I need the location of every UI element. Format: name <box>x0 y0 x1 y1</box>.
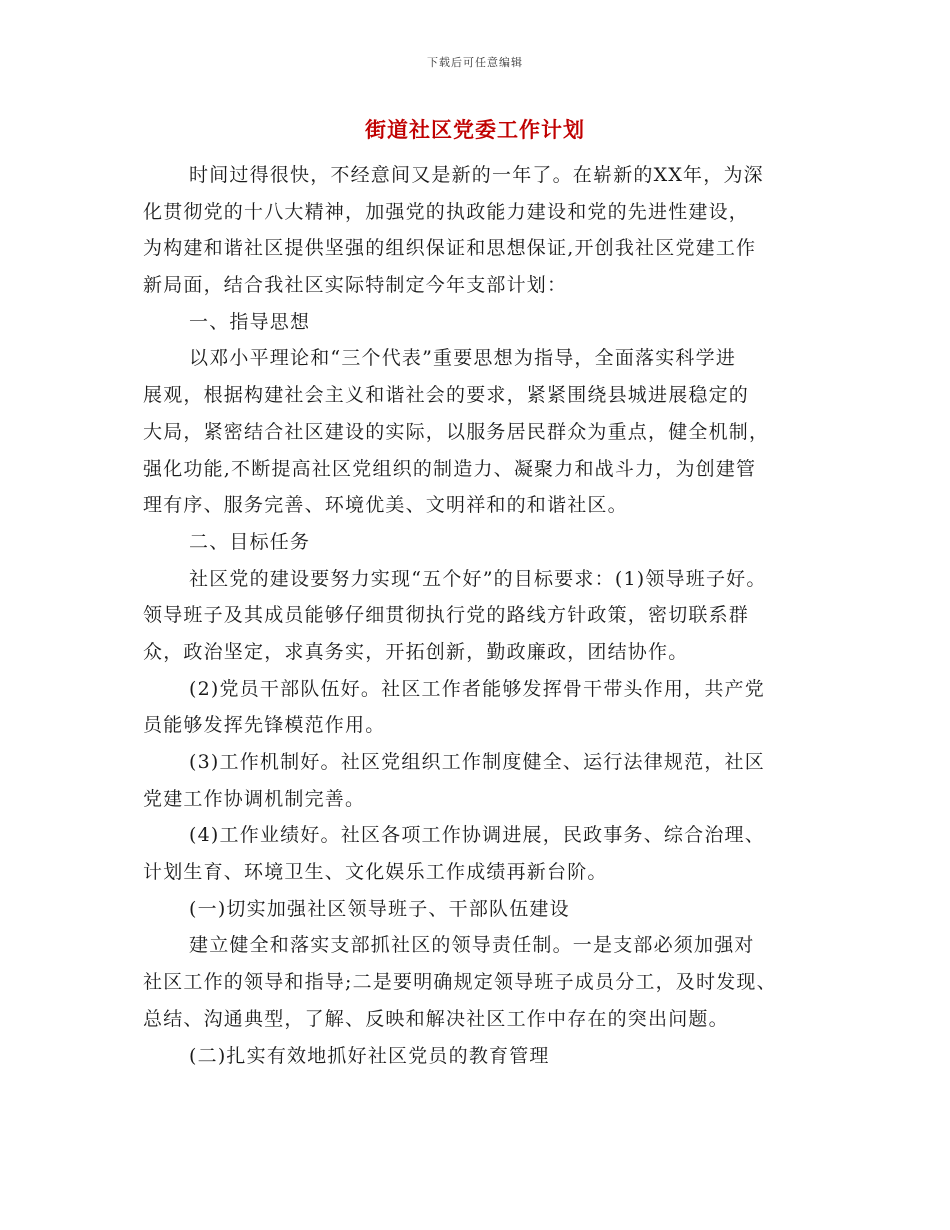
body-line: 总结、沟通典型，了解、反映和解决社区工作中存在的突出问题。 <box>143 1007 729 1030</box>
body-line: 以邓小平理论和“三个代表”重要思想为指导，全面落实科学进 <box>189 347 737 370</box>
header-note: 下载后可任意编辑 <box>427 56 523 69</box>
body-line: 党建工作协调机制完善。 <box>143 787 366 810</box>
body-line: 强化功能,不断提高社区党组织的制造力、凝聚力和战斗力，为创建管 <box>143 457 757 480</box>
document-title: 街道社区党委工作计划 <box>365 117 585 142</box>
body-line: (3)工作机制好。社区党组织工作制度健全、运行法律规范，社区 <box>189 751 765 773</box>
body-line: 一、指导思想 <box>189 310 311 333</box>
body-line: 领导班子及其成员能够仔细贯彻执行党的路线方针政策，密切联系群 <box>143 604 750 627</box>
body-line: 时间过得很快，不经意间又是新的一年了。在崭新的XX年，为深 <box>189 164 764 186</box>
body-line: (2)党员干部队伍好。社区工作者能够发挥骨干带头作用，共产党 <box>189 677 765 700</box>
body-line: 计划生育、环境卫生、文化娱乐工作成绩再新台阶。 <box>143 861 608 884</box>
body-line: 社区党的建设要努力实现“五个好”的目标要求：(1)领导班子好。 <box>189 567 767 590</box>
body-line: 大局，紧密结合社区建设的实际，以服务居民群众为重点，健全机制， <box>143 420 770 443</box>
body-line: 化贯彻党的十八大精神，加强党的执政能力建设和党的先进性建设， <box>143 200 750 223</box>
body-line: (一)切实加强社区领导班子、干部队伍建设 <box>189 897 570 920</box>
body-line: (二)扎实有效地抓好社区党员的教育管理 <box>189 1044 550 1067</box>
body-line: 新局面，结合我社区实际特制定今年支部计划： <box>143 274 568 297</box>
body-line: 建立健全和落实支部抓社区的领导责任制。一是支部必须加强对 <box>189 934 755 957</box>
body-line: 理有序、服务完善、环境优美、文明祥和的和谐社区。 <box>143 494 628 517</box>
body-line: 二、目标任务 <box>189 530 311 553</box>
body-line: (4)工作业绩好。社区各项工作协调进展，民政事务、综合治理、 <box>189 824 765 847</box>
body-line: 社区工作的领导和指导;二是要明确规定领导班子成员分工，及时发现、 <box>143 971 777 994</box>
body-line: 众，政治坚定，求真务实，开拓创新，勤政廉政，团结协作。 <box>143 640 689 663</box>
body-line: 员能够发挥先锋模范作用。 <box>143 714 386 737</box>
body-line: 为构建和谐社区提供坚强的组织保证和思想保证,开创我社区党建工作 <box>143 237 757 260</box>
document-body <box>143 157 811 1074</box>
body-line: 展观，根据构建社会主义和谐社会的要求，紧紧围绕县城进展稳定的 <box>143 384 750 407</box>
